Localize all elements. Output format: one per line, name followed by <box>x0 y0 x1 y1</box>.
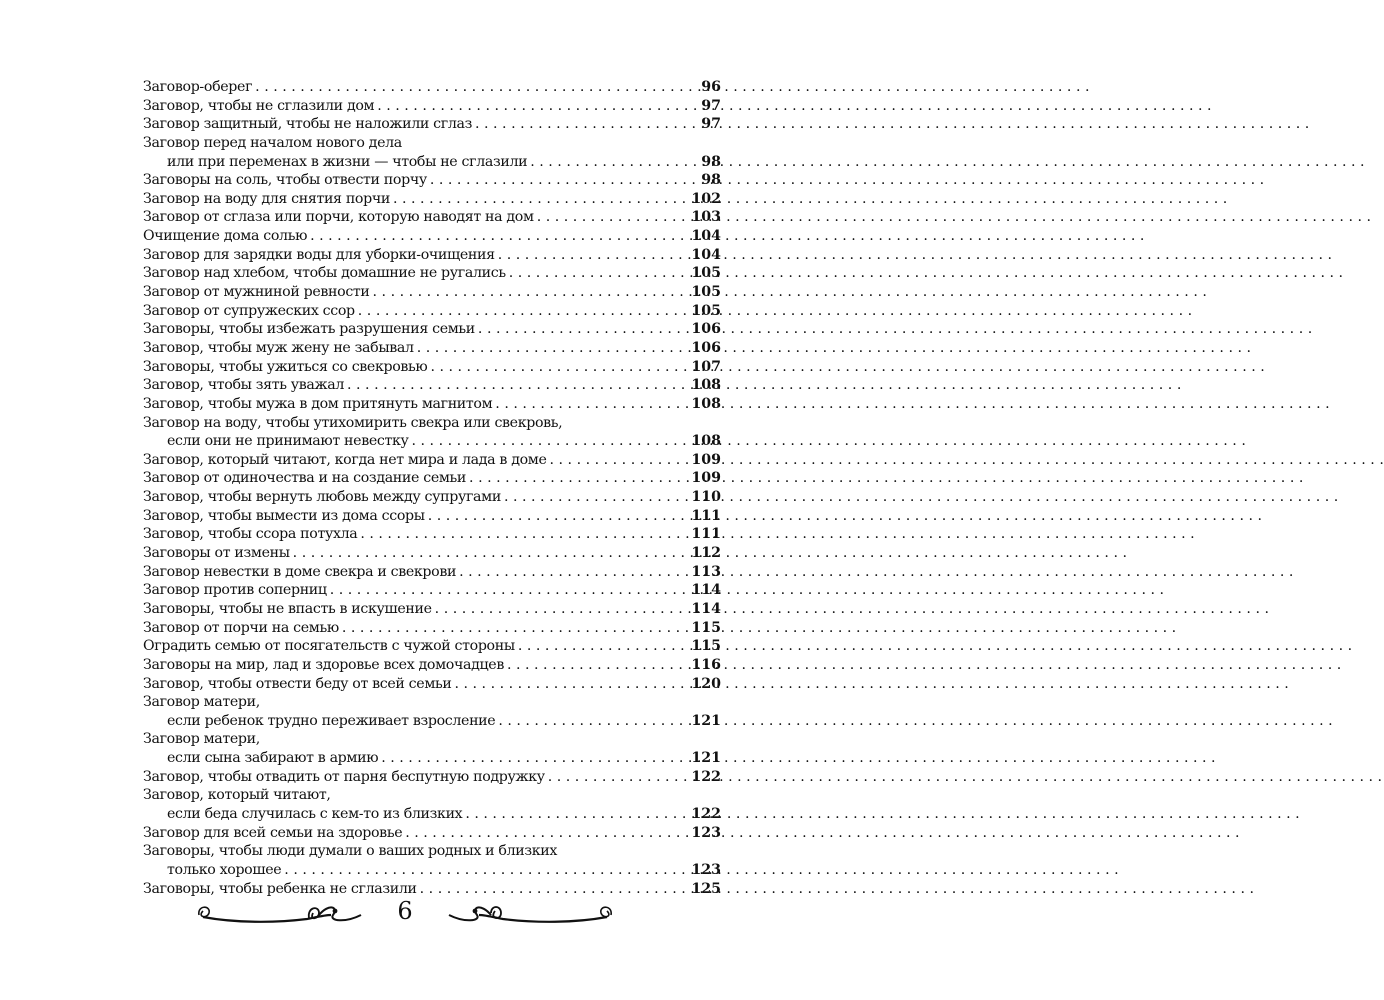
toc-entry-title: только хорошее <box>167 861 282 878</box>
toc-entry-page-number: 108 <box>691 377 721 394</box>
toc-entry-title: Заговоры от измены <box>143 545 290 562</box>
toc-entry-title: Заговор матери, <box>143 731 260 748</box>
dot-leader <box>284 861 688 880</box>
toc-entry-page-number: 115 <box>691 638 721 655</box>
toc-entry-page-number: 112 <box>691 545 721 562</box>
dot-leader <box>518 637 689 656</box>
toc-entry-page-number: 102 <box>691 190 721 207</box>
toc-entry-title: Заговоры, чтобы ребенка не сглазили <box>143 880 417 897</box>
toc-entry <box>143 693 721 712</box>
toc-entry-page-number: 121 <box>691 712 721 729</box>
toc-entry-page-number: 105 <box>691 302 721 319</box>
toc-entry <box>143 190 721 209</box>
toc-entry-title: если они не принимают невестку <box>167 433 409 450</box>
toc-entry <box>143 861 721 880</box>
toc-entry-title: Заговор для зарядки воды для уборки-очищения <box>143 246 495 263</box>
toc-entry-title: Заговор, чтобы вымести из дома ссоры <box>143 507 425 524</box>
toc-entry-page-number: 107 <box>691 358 721 375</box>
toc-entry <box>143 432 721 451</box>
dot-leader <box>393 190 688 209</box>
dot-leader <box>475 115 698 134</box>
toc-entry <box>143 637 721 656</box>
toc-entry-page-number: 115 <box>691 619 721 636</box>
toc-entry-title: если сына забирают в армию <box>167 750 379 767</box>
toc-entry-title: Заговор матери, <box>143 694 260 711</box>
toc-entry-title: Заговор защитный, чтобы не наложили сглаз <box>143 116 472 133</box>
dot-leader <box>498 712 688 731</box>
toc-entry <box>143 488 721 507</box>
right-flourish-ornament <box>445 893 615 933</box>
toc-entry <box>143 619 721 638</box>
toc-entry-page-number: 113 <box>691 563 721 580</box>
toc-entry-page-number: 106 <box>691 321 721 338</box>
toc-entry-title: Заговор от сглаза или порчи, которую наводят на дом <box>143 209 534 226</box>
toc-entry-title: Заговор-оберег <box>143 79 253 95</box>
dot-leader <box>360 525 688 544</box>
dot-leader <box>342 619 689 638</box>
toc-entry <box>143 395 721 414</box>
toc-entry-title: Заговор, который читают, <box>143 787 331 804</box>
toc-entry <box>143 656 721 675</box>
toc-entry-title: Заговор на воду для снятия порчи <box>143 190 390 207</box>
toc-entry <box>143 283 721 302</box>
toc-entry-page-number: 123 <box>691 861 721 878</box>
dot-leader <box>293 544 689 563</box>
dot-leader <box>417 339 689 358</box>
toc-entry-page-number: 105 <box>691 284 721 301</box>
toc-entry-page-number: 121 <box>691 750 721 767</box>
page-number: 6 <box>397 897 413 925</box>
toc-entry <box>143 134 721 153</box>
dot-leader <box>428 507 689 526</box>
toc-entry-page-number: 108 <box>691 395 721 412</box>
toc-entry-page-number: 123 <box>691 824 721 841</box>
toc-entry-title: Заговоры на соль, чтобы отвести порчу <box>143 172 427 189</box>
toc-entry <box>143 712 721 731</box>
toc-entry-title: Заговор от одиночества и на создание семьи <box>143 470 467 487</box>
toc-entry-page-number: 98 <box>701 172 721 189</box>
toc-entry-page-number: 111 <box>691 526 721 543</box>
dot-leader <box>435 600 689 619</box>
toc-entry <box>143 730 721 749</box>
toc-entry <box>143 469 721 488</box>
dot-leader <box>310 227 688 246</box>
toc-entry <box>143 339 721 358</box>
toc-entry-title: Заговор, чтобы не сглазили дом <box>143 97 375 114</box>
dot-leader <box>330 581 689 600</box>
dot-leader <box>405 824 688 843</box>
toc-entry <box>143 320 721 339</box>
toc-entry-page-number: 114 <box>691 582 721 599</box>
toc-entry-title: если беда случилась с кем-то из близких <box>167 805 463 822</box>
toc-entry-page-number: 114 <box>691 600 721 617</box>
toc-entry-title: Заговор от супружеских ссор <box>143 302 355 319</box>
page-footer <box>195 893 615 937</box>
toc-entry <box>143 824 721 843</box>
toc-entry-page-number: 122 <box>691 768 721 785</box>
toc-entry <box>143 581 721 600</box>
dot-leader <box>430 171 698 190</box>
toc-entry-title: Заговор, чтобы муж жену не забывал <box>143 339 414 356</box>
toc-entry-page-number: 125 <box>691 880 721 897</box>
toc-entry <box>143 358 721 377</box>
dot-leader <box>509 264 689 283</box>
toc-entry <box>143 544 721 563</box>
dot-leader <box>381 749 688 768</box>
toc-entry <box>143 153 721 172</box>
toc-entry-page-number: 105 <box>691 265 721 282</box>
toc-entry <box>143 451 721 470</box>
toc-entry <box>143 675 721 694</box>
toc-entry-page-number: 106 <box>691 339 721 356</box>
dot-leader <box>459 563 688 582</box>
toc-entry-title: или при переменах в жизни — чтобы не сглазили <box>167 153 528 170</box>
toc-entry-title: Заговоры, чтобы избежать разрушения семьи <box>143 321 475 338</box>
toc-entry <box>143 805 721 824</box>
toc-entry <box>143 525 721 544</box>
toc-entry <box>143 171 721 190</box>
toc-entry <box>143 842 721 861</box>
dot-leader <box>495 395 688 414</box>
toc-entry <box>143 97 721 116</box>
toc-entry-title: Заговор, чтобы мужа в дом притянуть магнитом <box>143 395 493 412</box>
toc-entry-page-number: 109 <box>691 470 721 487</box>
dot-leader <box>548 768 689 787</box>
toc-entry-title: Заговор, чтобы отвадить от парня беспутную подружку <box>143 768 545 785</box>
dot-leader <box>550 451 689 470</box>
dot-leader <box>347 376 688 395</box>
toc-entry-title: Заговор над хлебом, чтобы домашние не ругались <box>143 265 506 282</box>
dot-leader <box>507 656 688 675</box>
toc-entry-page-number: 109 <box>691 451 721 468</box>
toc-entry <box>143 600 721 619</box>
toc-entry-title: если ребенок трудно переживает взросление <box>167 712 496 729</box>
toc-entry-title: Заговоры, чтобы не впасть в искушение <box>143 600 432 617</box>
toc-entry-title: Заговор на воду, чтобы утихомирить свекра или свекровь, <box>143 414 563 431</box>
table-of-contents <box>143 78 721 898</box>
toc-entry-page-number: 120 <box>691 675 721 692</box>
toc-entry-title: Заговор, чтобы вернуть любовь между супругами <box>143 489 501 506</box>
toc-entry-page-number: 110 <box>691 489 721 506</box>
toc-entry-title: Заговор, чтобы ссора потухла <box>143 526 358 543</box>
toc-entry-title: Заговор от порчи на семью <box>143 619 339 636</box>
dot-leader <box>530 153 698 172</box>
toc-entry <box>143 749 721 768</box>
toc-entry-page-number: 111 <box>691 507 721 524</box>
toc-entry-page-number: 97 <box>701 116 721 133</box>
toc-entry <box>143 264 721 283</box>
dot-leader <box>377 97 698 116</box>
toc-entry <box>143 227 721 246</box>
toc-entry <box>143 563 721 582</box>
dot-leader <box>478 320 688 339</box>
toc-entry-title: Заговор против соперниц <box>143 582 327 599</box>
toc-entry-page-number: 97 <box>701 97 721 114</box>
dot-leader <box>537 208 689 227</box>
dot-leader <box>358 302 689 321</box>
toc-entry <box>143 302 721 321</box>
toc-entry-title: Оградить семью от посягательств с чужой стороны <box>143 638 515 655</box>
dot-leader <box>373 283 689 302</box>
toc-entry-title: Заговор для всей семьи на здоровье <box>143 824 403 841</box>
toc-entry-page-number: 96 <box>701 79 721 95</box>
toc-entry-title: Заговор перед началом нового дела <box>143 134 402 151</box>
dot-leader <box>504 488 688 507</box>
toc-entry-page-number: 104 <box>691 228 721 245</box>
dot-leader <box>465 805 688 824</box>
toc-entry-page-number: 104 <box>691 246 721 263</box>
toc-entry-page-number: 108 <box>691 433 721 450</box>
toc-entry-title: Заговор, чтобы отвести беду от всей семьи <box>143 675 452 692</box>
toc-entry-page-number: 116 <box>691 656 721 673</box>
toc-entry <box>143 246 721 265</box>
dot-leader <box>455 675 689 694</box>
toc-entry <box>143 507 721 526</box>
toc-entry <box>143 208 721 227</box>
dot-leader <box>430 358 688 377</box>
toc-entry <box>143 78 721 97</box>
toc-entry-page-number: 122 <box>691 805 721 822</box>
dot-leader <box>498 246 689 265</box>
dot-leader <box>255 78 698 97</box>
toc-entry-page-number: 98 <box>701 153 721 170</box>
toc-entry-title: Заговор невестки в доме свекра и свекрови <box>143 563 457 580</box>
toc-entry-page-number: 103 <box>691 209 721 226</box>
toc-entry <box>143 768 721 787</box>
toc-entry <box>143 376 721 395</box>
toc-entry-title: Заговоры на мир, лад и здоровье всех домочадцев <box>143 656 504 673</box>
dot-leader <box>412 432 689 451</box>
toc-entry <box>143 786 721 805</box>
dot-leader <box>469 469 688 488</box>
toc-entry <box>143 414 721 433</box>
toc-entry-title: Заговор, чтобы зять уважал <box>143 377 345 394</box>
toc-entry-title: Заговоры, чтобы ужиться со свекровью <box>143 358 428 375</box>
toc-entry <box>143 115 721 134</box>
toc-entry-title: Заговор от мужниной ревности <box>143 284 370 301</box>
toc-entry-title: Заговор, который читают, когда нет мира и лада в доме <box>143 451 547 468</box>
toc-entry-title: Очищение дома солью <box>143 228 308 245</box>
toc-entry-title: Заговоры, чтобы люди думали о ваших родных и близких <box>143 843 558 860</box>
